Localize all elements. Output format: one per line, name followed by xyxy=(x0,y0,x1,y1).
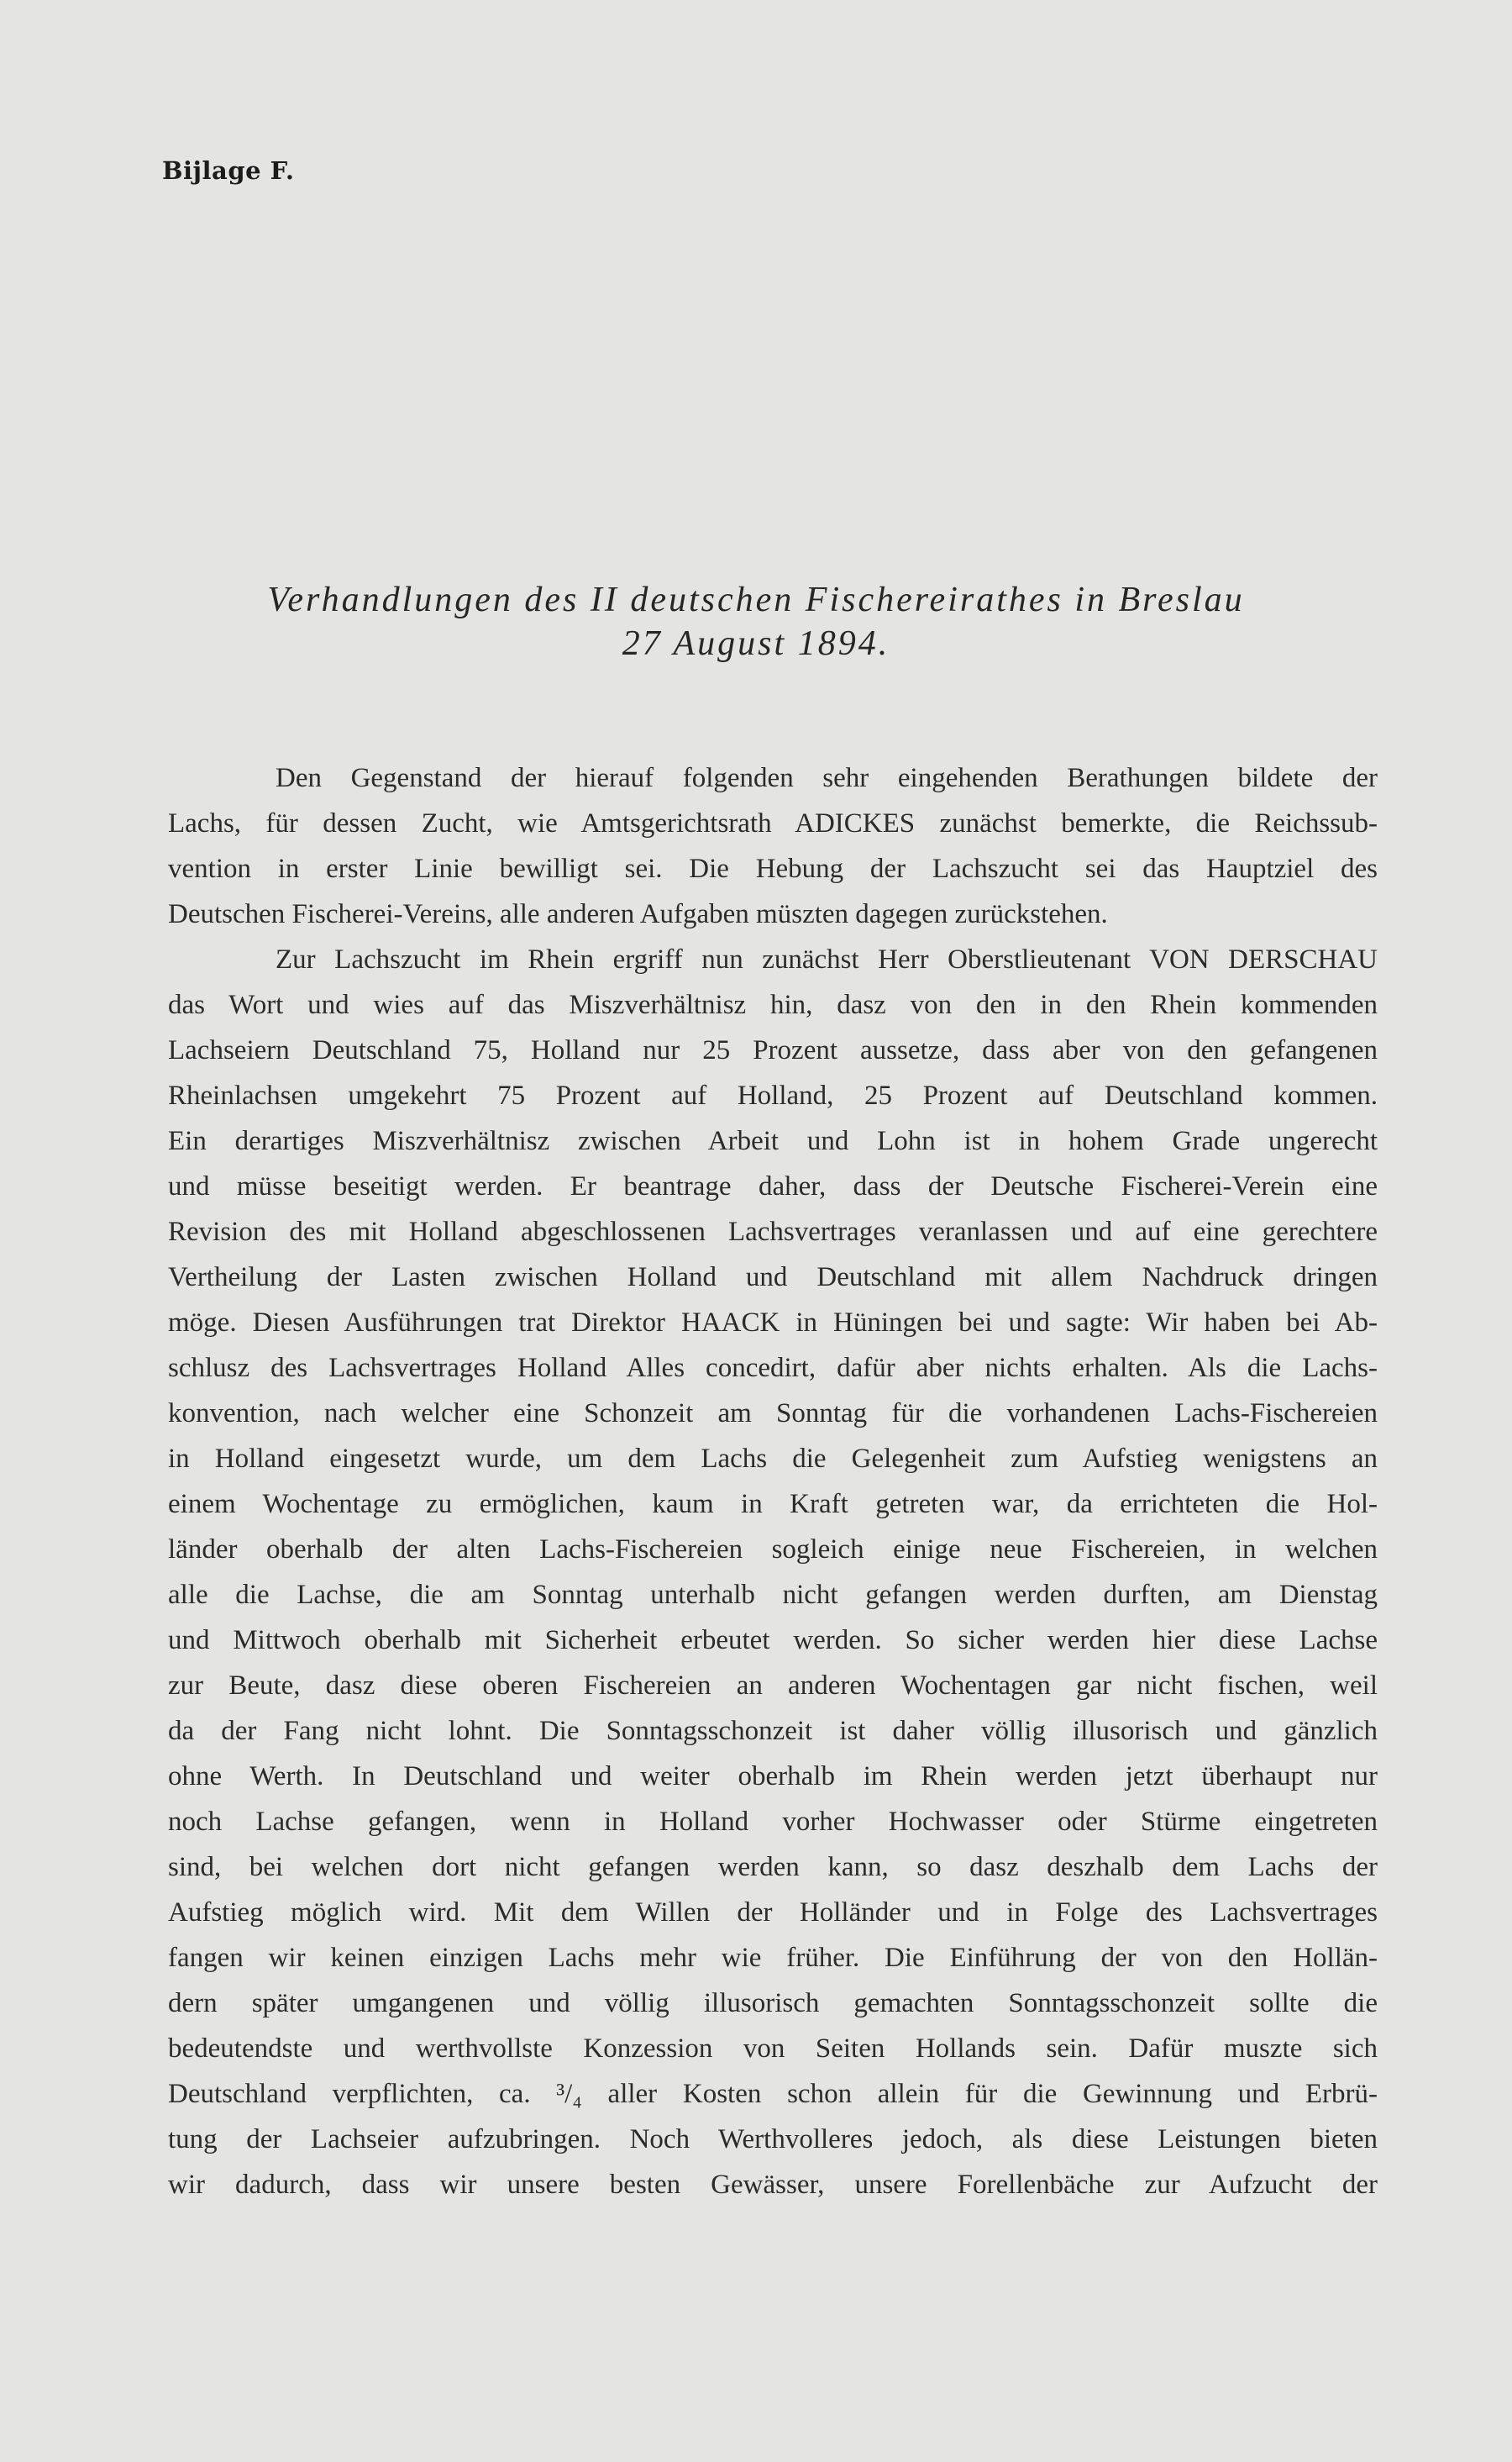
text-line: Vertheilung der Lasten zwischen Holland und Deutschland mit allem Nachdruck dringen xyxy=(168,1262,1378,1292)
text-line: tung der Lachseier aufzubringen. Noch Werthvolleres jedoch, als diese Leistungen bieten xyxy=(168,2124,1378,2154)
appendix-label: Bijlage F. xyxy=(162,156,295,185)
text-line: länder oberhalb der alten Lachs-Fischereien sogleich einige neue Fischereien, in welchen xyxy=(168,1534,1378,1565)
text-line: Lachseiern Deutschland 75, Holland nur 25 Prozent aussetze, dass aber von den gefangenen xyxy=(168,1035,1378,1065)
text-line: dern später umgangenen und völlig illusorisch gemachten Sonntagsschonzeit sollte die xyxy=(168,1988,1378,2018)
text-line: sind, bei welchen dort nicht gefangen werden kann, so dasz deszhalb dem Lachs der xyxy=(168,1852,1378,1882)
text-line: Ein derartiges Miszverhältnisz zwischen Arbeit und Lohn ist in hohem Grade ungerecht xyxy=(168,1126,1378,1156)
text-line: alle die Lachse, die am Sonntag unterhalb nicht gefangen werden durften, am Dienstag xyxy=(168,1580,1378,1610)
text-line: und Mittwoch oberhalb mit Sicherheit erbeutet werden. So sicher werden hier diese Lachse xyxy=(168,1625,1378,1655)
text-line: noch Lachse gefangen, wenn in Holland vorher Hochwasser oder Stürme eingetreten xyxy=(168,1807,1378,1837)
text-line: Rheinlachsen umgekehrt 75 Prozent auf Holland, 25 Prozent auf Deutschland kommen. xyxy=(168,1081,1378,1111)
text-line: fangen wir keinen einzigen Lachs mehr wie früher. Die Einführung der von den Hollän- xyxy=(168,1943,1378,1973)
text-line: einem Wochentage zu ermöglichen, kaum in Kraft getreten war, da errichteten die Hol- xyxy=(168,1489,1378,1519)
title-line-2: 27 August 1894. xyxy=(622,624,890,663)
text-line: Den Gegenstand der hierauf folgenden sehr eingehenden Berathungen bildete der xyxy=(276,763,1378,793)
document-title xyxy=(0,578,1512,665)
text-line: Deutschland verpflichten, ca. ³/₄ aller Kosten schon allein für die Gewinnung und Erbrü- xyxy=(168,2079,1378,2109)
text-line: in Holland eingesetzt wurde, um dem Lachs die Gelegenheit zum Aufstieg wenigstens an xyxy=(168,1444,1378,1474)
text-line: bedeutendste und werthvollste Konzession von Seiten Hollands sein. Dafür muszte sich xyxy=(168,2033,1378,2064)
text-line: ohne Werth. In Deutschland und weiter oberhalb im Rhein werden jetzt überhaupt nur xyxy=(168,1761,1378,1791)
text-line: schlusz des Lachsvertrages Holland Alles concedirt, dafür aber nichts erhalten. Als die Lachs- xyxy=(168,1353,1378,1383)
text-line: vention in erster Linie bewilligt sei. Die Hebung der Lachszucht sei das Hauptziel des xyxy=(168,854,1378,884)
text-line: da der Fang nicht lohnt. Die Sonntagsschonzeit ist daher völlig illusorisch und gänzlich xyxy=(168,1716,1378,1746)
text-line: zur Beute, dasz diese oberen Fischereien an anderen Wochentagen gar nicht fischen, weil xyxy=(168,1670,1378,1701)
body-text xyxy=(168,755,1378,2207)
text-line: und müsse beseitigt werden. Er beantrage daher, dass der Deutsche Fischerei-Verein eine xyxy=(168,1171,1378,1202)
text-line: konvention, nach welcher eine Schonzeit am Sonntag für die vorhandenen Lachs-Fischereien xyxy=(168,1398,1378,1428)
text-line: Deutschen Fischerei-Vereins, alle anderen Aufgaben müszten dagegen zurückstehen. xyxy=(168,899,1108,929)
text-line: das Wort und wies auf das Miszverhältnisz hin, dasz von den in den Rhein kommenden xyxy=(168,990,1378,1020)
text-line: wir dadurch, dass wir unsere besten Gewässer, unsere Forellenbäche zur Aufzucht der xyxy=(168,2170,1378,2200)
text-line: Zur Lachszucht im Rhein ergriff nun zunächst Herr Oberstlieutenant VON DERSCHAU xyxy=(276,944,1378,975)
text-line: Revision des mit Holland abgeschlossenen Lachsvertrages veranlassen und auf eine gerechtere xyxy=(168,1217,1378,1247)
title-line-1: Verhandlungen des II deutschen Fischereirathes in Breslau xyxy=(267,581,1245,619)
text-line: Lachs, für dessen Zucht, wie Amtsgerichtsrath ADICKES zunächst bemerkte, die Reichssub- xyxy=(168,808,1378,839)
text-line: Aufstieg möglich wird. Mit dem Willen der Holländer und in Folge des Lachsvertrages xyxy=(168,1897,1378,1928)
text-line: möge. Diesen Ausführungen trat Direktor HAACK in Hüningen bei und sagte: Wir haben bei Ab- xyxy=(168,1307,1378,1338)
